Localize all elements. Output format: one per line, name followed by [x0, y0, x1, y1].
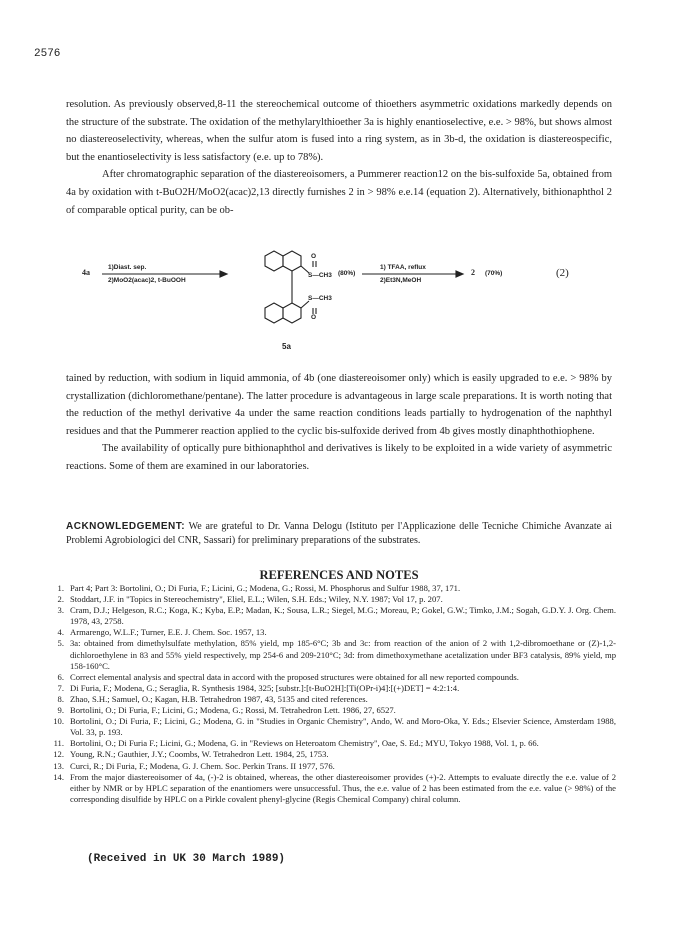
reference-item: 8. Zhao, S.H.; Samuel, O.; Kagan, H.B. Tetrahedron 1987, 43, 5135 and cited references. — [57, 693, 368, 704]
arrow-head-1 — [220, 271, 227, 277]
naphthyl-ring-1 — [265, 251, 283, 271]
reference-item: 9. Bortolini, O.; Di Furia, F.; Licini, G.; Modena, G.; Rossi, M. Tetrahedron Lett. 1986, 27, 6527. — [57, 705, 396, 716]
paragraph-2: After chromatographic separation of the diastereoisomers, a Pummerer reaction12 on the bis-sulfoxide 5a, obtained from 4a by oxidation with t-BuO2H/MoO2(acac)2,13 directly furnishes 2 in > 98% e.e.14 (equation 2). Alternatively, bithionaphthol 2 of comparable optical purity, can be ob- — [66, 169, 612, 216]
reaction-scheme — [80, 246, 600, 368]
reference-item: 2. Stoddart, J.F. in "Topics in Stereochemistry", Eliel, E.L.; Wilen, S.H. Eds.; Wiley, N.Y. 1987; Vol 17, p. 207. — [57, 594, 443, 605]
arrow-head-2 — [456, 271, 463, 277]
reference-item: 4. Armarengo, W.L.F.; Turner, E.E. J. Chem. Soc. 1957, 13. — [57, 627, 267, 638]
equation-number: (2) — [556, 267, 569, 279]
reaction-scheme-drawing — [80, 246, 600, 368]
acknowledgement — [66, 520, 612, 547]
step1-bottom-label: 2)MoO2(acac)2, t-BuOOH — [108, 277, 186, 284]
step2-bottom-label: 2)Et3N,MeOH — [380, 277, 422, 284]
oxygen-label-bottom: O — [311, 314, 317, 321]
paragraph-3: tained by reduction, with sodium in liquid ammonia, of 4b (one diastereoisomer only) which is easily upgraded to e.e. > 98% by crystallization (dichloromethane/pentane). The latter procedure is advantageous in large scale preparations. It is worth noting that the reduction of the methyl derivative 4a under the same reaction conditions leads partially to hydrogenation of the naphthyl residues and that the Pummerer reaction applied to the cyclic bis-sulfoxide derived from 4b gives mostly dinaphthothiophene. — [66, 373, 612, 437]
acknowledgement-heading: ACKNOWLEDGEMENT: — [66, 521, 186, 532]
reference-item: 12. Young, R.N.; Gauthier, J.Y.; Coombs, W. Tetrahedron Lett. 1984, 25, 1753. — [53, 749, 329, 760]
reference-item: 14. From the major diastereoisomer of 4a, (-)-2 is obtained, whereas, the other diastereoisomer provides (+)-2. Attempts to evaluate directly the e.e. value of 2 either by NMR or by HPLC separation of the enantiomers were unsuccessful. Thus, the e.e. value of 2 has been estimated from the e.e. value (> 98%) of the corresponding disulfide by HPLC on a Pirkle covalent phenyl-glycine (Regis Chemical Company) chiral column. — [53, 771, 616, 804]
naphthyl-ring-4 — [283, 303, 301, 323]
reference-item: 10. Bortolini, O.; Di Furia, F.; Licini, G.; Modena, G. in "Studies in Organic Chemistry", Ando, W. and Moro-Oka, Y. Eds.; Elsevier Science, Amsterdam 1988, Vol. 33, p. 193. — [53, 716, 616, 738]
sulfoxide-bottom-label: S—CH3 — [308, 295, 332, 302]
reactant-label: 4a — [82, 268, 90, 277]
naphthyl-ring-3 — [265, 303, 283, 323]
page-number: 2576 — [34, 48, 61, 60]
reference-item: 3. Cram, D.J.; Helgeson, R.C.; Koga, K.; Kyba, E.P.; Madan, K.; Sousa, L.R.; Siegel, M.G.; Moreau, P.; Gokel, G.W.; Timko, J.M.; Sogah, G.D.Y. J. Org. Chem. 1978, 43, 2758. — [57, 605, 616, 627]
reference-item: 1. Part 4; Part 3: Bortolini, O.; Di Furia, F.; Licini, G.; Modena, G.; Rossi, M. Phosphorus and Sulfur 1988, 37, 171. — [57, 583, 461, 593]
sulfoxide-top-label: S—CH3 — [308, 272, 332, 279]
reference-item: 13. Curci, R.; Di Furia, F.; Modena, G. J. Chem. Soc. Perkin Trans. II 1977, 576. — [53, 760, 335, 771]
text-block-middle — [66, 370, 612, 476]
paragraph-1: resolution. As previously observed,8-11 the stereochemical outcome of thioethers asymmetric oxidations markedly depends on the structure of the substrate. The oxidation of the methylarylthioether 3a is highly enantioselective, e.e. > 98%, but shows almost no diastereoselectivity, whereas, when the sulfur atom is fused into a ring system, as in 3b-d, the oxidation is diastereospecific, but the enantioselectivity is less satisfactory (e.e. up to 78%). — [66, 99, 612, 163]
yield1-label: (80%) — [338, 270, 356, 277]
text-block-top — [66, 96, 612, 219]
product-label: 2 — [471, 268, 475, 277]
reference-item: 7. Di Furia, F.; Modena, G.; Seraglia, R. Synthesis 1984, 325; [substr.]:[t-BuO2H]:[Ti(OPr-i)4]:[(+)DET] = 4:2:1:4. — [57, 682, 460, 693]
reference-item: 11. Bortolini, O.; Di Furia F.; Licini, G.; Modena, G. in "Reviews on Heteroatom Chemistry", Oae, S. Ed.; MYU, Tokyo 1988, Vol. 1, p. 66. — [53, 738, 539, 749]
acknowledgement-text: We are grateful to Dr. Vanna Delogu (Istituto per l'Applicazione delle Tecniche Chimiche Avanzate ai Problemi Agrobiologici del CNR, Sassari) for preliminary preparations of the substrates. — [66, 521, 612, 546]
oxygen-label-top: O — [311, 253, 317, 260]
received-date: (Received in UK 30 March 1989) — [87, 853, 286, 865]
step2-top-label: 1) TFAA, reflux — [380, 264, 426, 271]
step1-top-label: 1)Diast. sep. — [108, 264, 147, 271]
intermediate-label: 5a — [282, 342, 291, 351]
naphthyl-ring-2 — [283, 251, 301, 271]
reference-item: 6. Correct elemental analysis and spectral data in accord with the proposed structures were obtained for all new reported compounds. — [57, 671, 519, 682]
references-title: REFERENCES AND NOTES — [259, 568, 419, 582]
paragraph-4: The availability of optically pure bithionaphthol and derivatives is likely to be exploited in a wide variety of asymmetric reactions. Some of them are examined in our laboratories. — [66, 443, 612, 472]
reference-item: 5. 3a: obtained from dimethylsulfate methylation, 85% yield, mp 185-6°C; 3b and 3c: from reaction of the anion of 2 with 1,2-dibromoethane or (Z)-1,2-dichloroethylene in 83 and 55% yield respectively, mp 254-6 and 209-210°C; 3d: from dimethoxymethane acetalization under BF3 catalysis, 89% yield, mp 158-160°C. — [57, 638, 616, 671]
references-list — [46, 583, 616, 805]
yield2-label: (70%) — [485, 270, 503, 277]
